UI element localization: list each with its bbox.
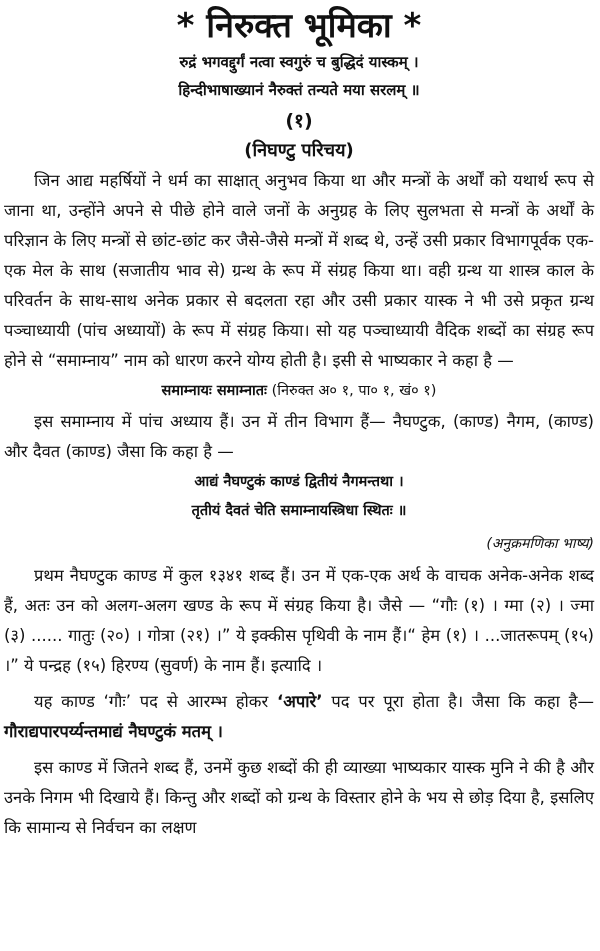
paragraph-2: इस समाम्नाय में पांच अध्याय हैं। उन में तीन विभाग हैं— नैघण्टुक, (काण्ड) नैगम, (काण्ड) और दैवत (काण्ड) जैसा कि कहा है — — [4, 412, 594, 461]
opening-verse-line-2: हिन्दीभाषाख्यानं नैरुक्तं तन्यते मया सरलम् ॥ — [178, 81, 420, 99]
section-number: (१) — [285, 110, 313, 132]
quote-1-reference: (निरुक्त अ० १, पा० १, खं० १) — [271, 383, 437, 399]
quote-1 — [4, 378, 594, 405]
verse-2-line-2: तृतीयं दैवतं चेति समाम्नायस्त्रिधा स्थितः ॥ — [191, 503, 407, 519]
paragraph-4-bold-2: गौराद्यपारपर्य्यन्तमाद्यं नैघण्टुकं मतम् । — [4, 722, 223, 741]
paragraph-3: प्रथम नैघण्टुक काण्ड में कुल १३४१ शब्द हैं। उन में एक-एक अर्थ के वाचक अनेक-अनेक शब्द हैं, अतः उन को अलग-अलग खण्ड के रूप में संग्रह किया है। जैसे — “गौः (१) । ग्मा (२) । ज्मा (३) ...... गातुः (२०) । गोत्रा (२१) ।” ये इक्कीस पृथिवी के नाम हैं।“ हेम (१) । ...जातरूपम् (१५) ।” ये पन्द्रह (१५) हिरण्य (सुवर्ण) के नाम हैं। इत्यादि । — [4, 566, 594, 675]
verse-2-source: (अनुक्रमणिका भाष्य) — [486, 536, 594, 552]
section-heading: (निघण्टु परिचय) — [244, 140, 354, 161]
paragraph-5: इस काण्ड में जितने शब्द हैं, उनमें कुछ शब्दों की ही व्याख्या भाष्यकार यास्क मुनि ने की है और उनके निगम भी दिखाये हैं। किन्तु और शब्दों को ग्रन्थ के विस्तार होने के भय से छोड़ दिया है, इसलिए कि सामान्य से निर्वचन का लक्षण — [4, 758, 594, 837]
paragraph-4-part-1: यह काण्ड ‘गौः’ पद से आरम्भ होकर — [34, 692, 278, 711]
quote-1-text: समाम्नायः समाम्नातः — [161, 383, 267, 399]
paragraph-1: जिन आद्य महर्षियों ने धर्म का साक्षात् अनुभव किया था और मन्त्रों के अर्थों को यथार्थ रूप से जाना था, उन्होंने अपने से पीछे होने वाले जनों के अनुग्रह के लिए सुलभता से मन्त्रों के अर्थों के परिज्ञान के लिए मन्त्रों से छांट-छांट कर जैसे-जैसे मन्त्रों में शब्द थे, उन्हें उसी प्रकार विभागपूर्वक एक-एक मेल के साथ (सजातीय भाव से) ग्रन्थ के रूप में संग्रह किया था। वही ग्रन्थ या शास्त्र काल के परिवर्तन के साथ-साथ अनेक प्रकार से बदलता रहा और उसी प्रकार यास्क ने भी उसे प्रकृत ग्रन्थ पञ्चाध्यायी (पांच अध्यायों) के रूप में संग्रह किया। सो यह पञ्चाध्यायी वैदिक शब्दों का संग्रह रूप होने से “समाम्नाय” नाम को धारण करने योग्य होती है। इसी से भाष्यकार ने कहा है — — [4, 171, 594, 370]
paragraph-4 — [4, 687, 594, 747]
page-title: * निरुक्त भूमिका * — [176, 6, 422, 46]
verse-2-line-1: आद्यं नैघण्टुकं काण्डं द्वितीयं नैगमन्तथा । — [194, 474, 404, 490]
paragraph-4-part-2: पद पर पूरा होता है। जैसा कि कहा है— — [322, 692, 594, 711]
opening-verse-line-1: रुद्रं भगवद्दुर्गं नत्वा स्वगुरुं च बुद्धिदं यास्कम् । — [179, 53, 419, 71]
paragraph-4-bold-1: ‘अपारे’ — [277, 692, 323, 711]
